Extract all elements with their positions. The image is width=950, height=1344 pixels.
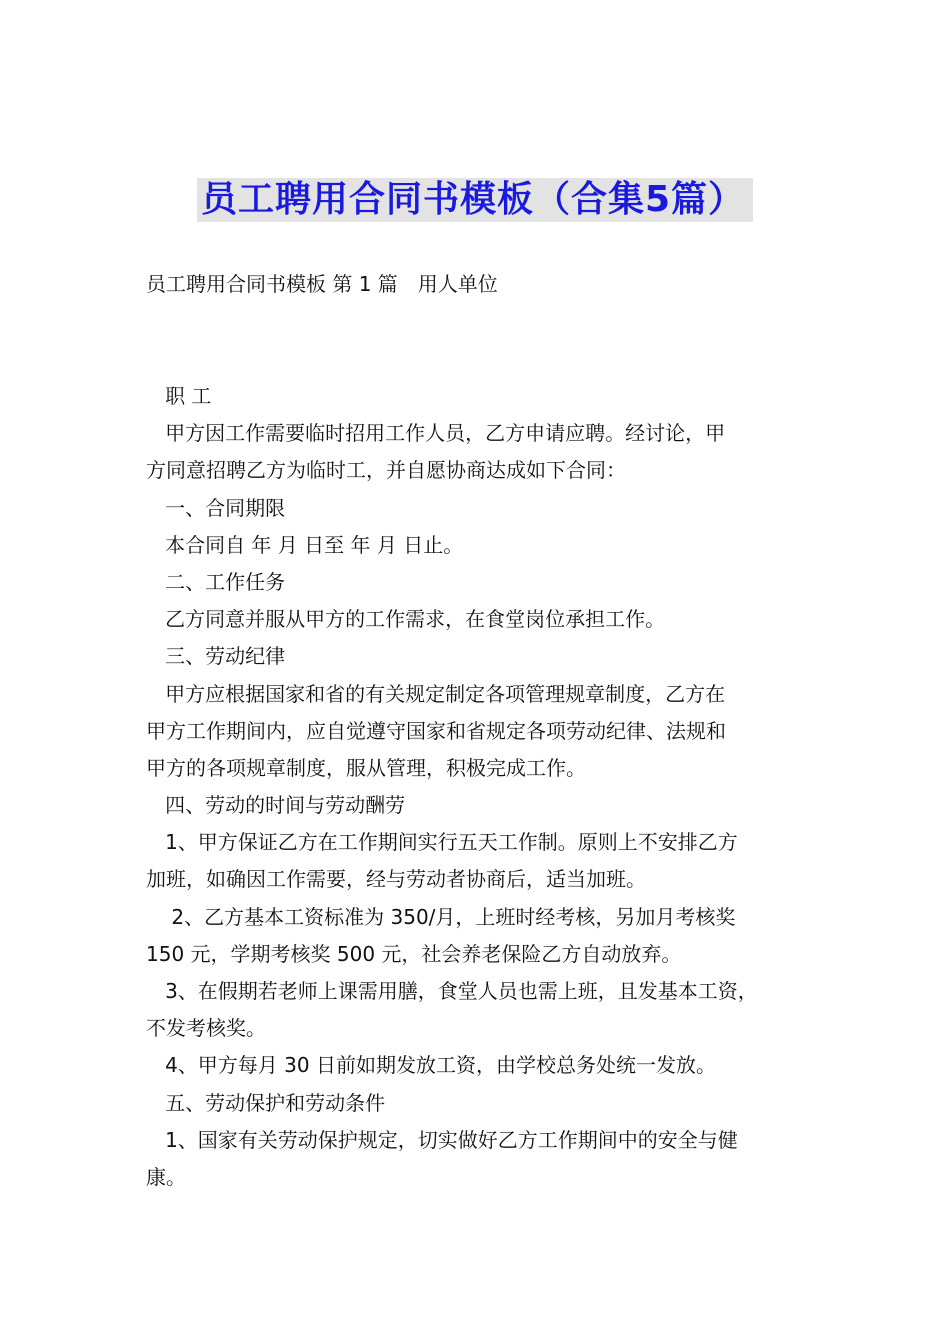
paragraph-line: 康。 bbox=[146, 1164, 186, 1189]
paragraph-line: 甲方工作期间内，应自觉遵守国家和省规定各项劳动纪律、法规和 bbox=[146, 718, 726, 743]
paragraph-line: 甲方应根据国家和省的有关规定制定各项管理规章制度，乙方在 bbox=[146, 681, 726, 706]
paragraph-line: 1、国家有关劳动保护规定，切实做好乙方工作期间中的安全与健 bbox=[146, 1127, 738, 1152]
paragraph-line: 乙方同意并服从甲方的工作需求，在食堂岗位承担工作。 bbox=[146, 607, 666, 632]
document-body bbox=[146, 378, 806, 1196]
document-subtitle: 员工聘用合同书模板 第 1 篇 用人单位 bbox=[146, 272, 498, 296]
section-heading: 五、劳动保护和劳动条件 bbox=[146, 1090, 386, 1115]
paragraph-line: 甲方因工作需要临时招用工作人员，乙方申请应聘。经讨论，甲 bbox=[146, 421, 726, 446]
paragraph-line: 职 工 bbox=[146, 384, 212, 408]
document-title: 员工聘用合同书模板（合集5篇） bbox=[197, 178, 753, 222]
title-container bbox=[0, 178, 950, 222]
section-heading: 二、工作任务 bbox=[146, 569, 286, 594]
paragraph-line: 不发考核奖。 bbox=[146, 1016, 266, 1041]
paragraph-line: 3、在假期若老师上课需用膳，食堂人员也需上班，且发基本工资， bbox=[146, 979, 758, 1003]
paragraph-line: 方同意招聘乙方为临时工，并自愿协商达成如下合同： bbox=[146, 458, 626, 483]
paragraph-line: 加班，如确因工作需要，经与劳动者协商后，适当加班。 bbox=[146, 867, 646, 892]
paragraph-line: 1、甲方保证乙方在工作期间实行五天工作制。原则上不安排乙方 bbox=[146, 830, 738, 855]
paragraph-line: 2、乙方基本工资标准为 350/月，上班时经考核，另加月考核奖 bbox=[146, 904, 736, 929]
section-heading: 一、合同期限 bbox=[146, 495, 286, 520]
paragraph-line: 4、甲方每月 30 日前如期发放工资，由学校总务处统一发放。 bbox=[146, 1053, 716, 1078]
paragraph-line: 本合同自 年 月 日至 年 月 日止。 bbox=[146, 532, 464, 557]
section-heading: 三、劳动纪律 bbox=[146, 644, 286, 669]
section-heading: 四、劳动的时间与劳动酬劳 bbox=[146, 793, 406, 818]
paragraph-line: 150 元，学期考核奖 500 元，社会养老保险乙方自动放弃。 bbox=[146, 941, 682, 966]
paragraph-line: 甲方的各项规章制度，服从管理，积极完成工作。 bbox=[146, 755, 586, 780]
